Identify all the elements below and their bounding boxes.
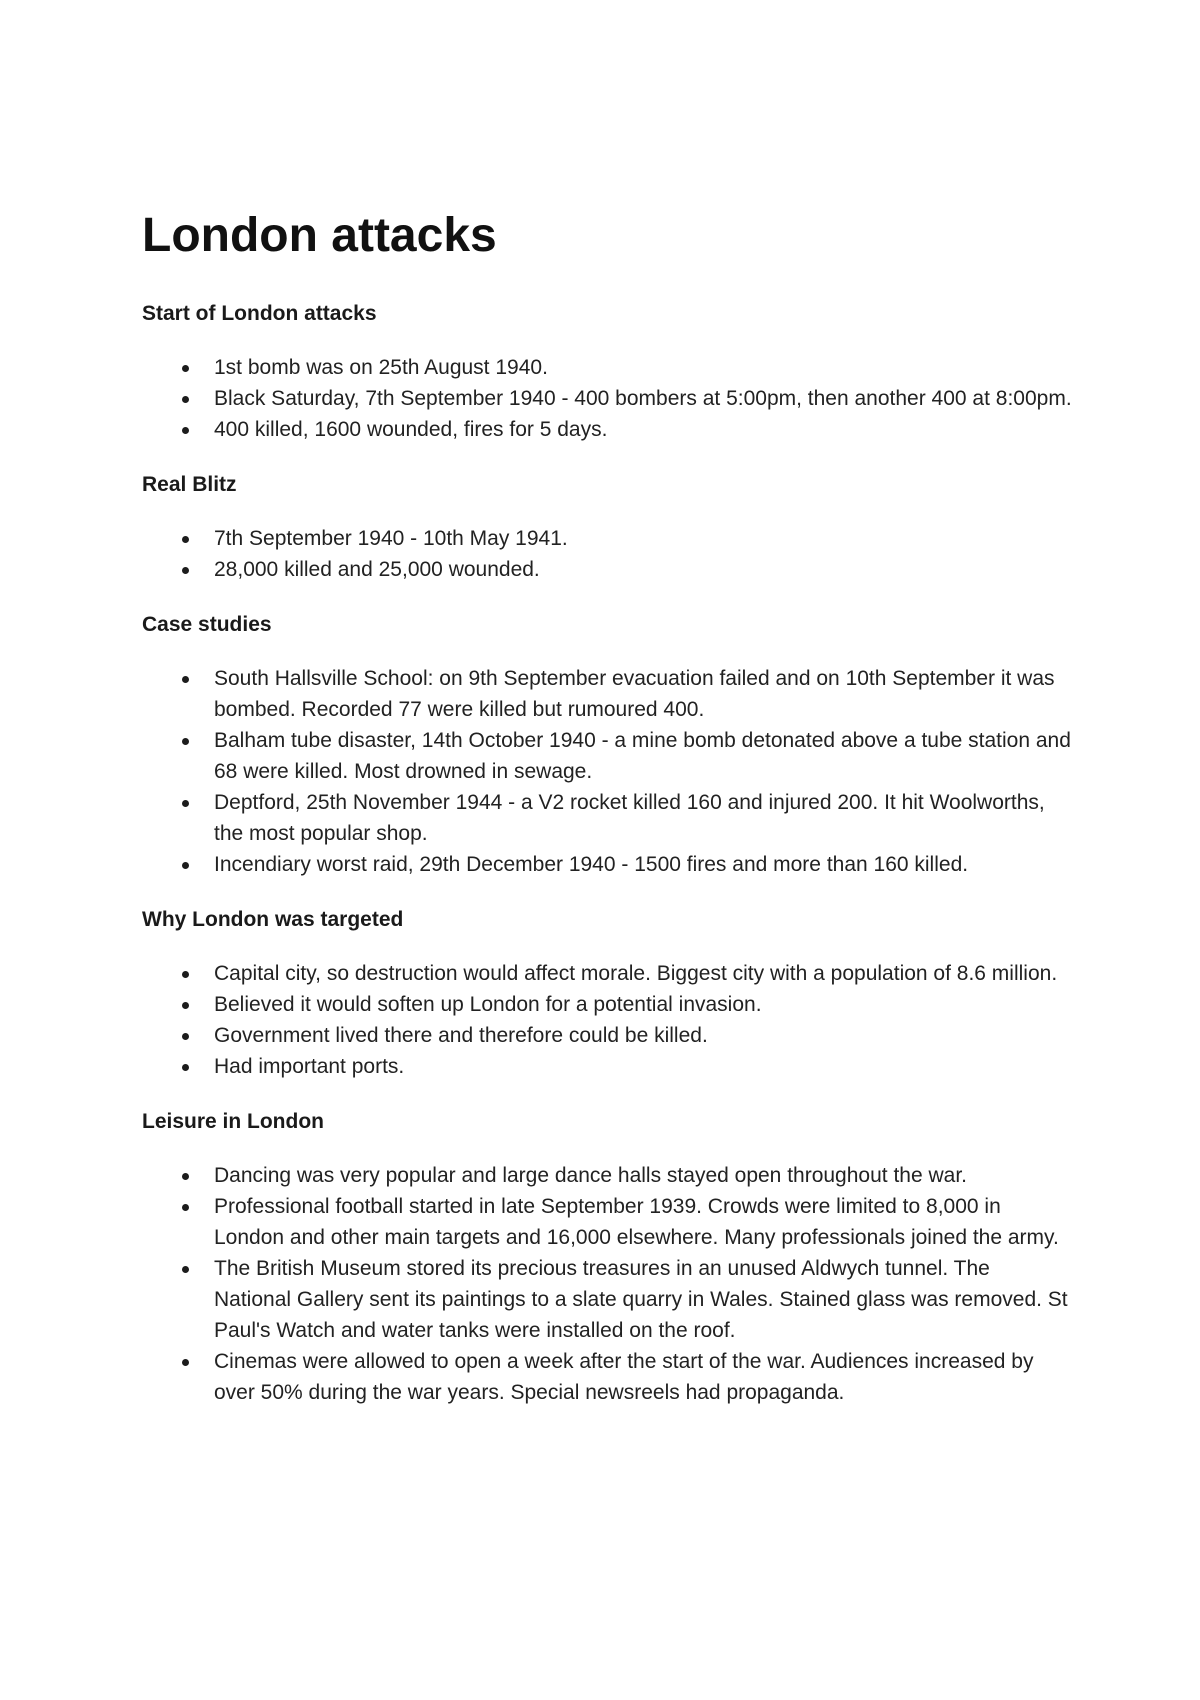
list-item-text: 1st bomb was on 25th August 1940. bbox=[214, 356, 548, 379]
bullet-icon bbox=[182, 1173, 189, 1180]
bullet-icon bbox=[182, 396, 189, 403]
section-heading: Leisure in London bbox=[142, 1110, 324, 1133]
list-item-text: South Hallsville School: on 9th September evacuation failed and on 10th September it was bombed. Recorded 77 were killed but rumoured 400. bbox=[214, 667, 1055, 721]
bullet-icon bbox=[182, 1359, 189, 1366]
list-item-text: Government lived there and therefore could be killed. bbox=[214, 1024, 708, 1047]
bullet-list bbox=[142, 523, 1072, 585]
bullet-icon bbox=[182, 862, 189, 869]
bullet-icon bbox=[182, 427, 189, 434]
list-item-text: Had important ports. bbox=[214, 1055, 405, 1078]
list-item-text: Cinemas were allowed to open a week after the start of the war. Audiences increased by over 50% during the war years. Special newsreels had propaganda. bbox=[214, 1350, 1034, 1404]
bullet-list bbox=[142, 1160, 1072, 1408]
list-item-text: The British Museum stored its precious treasures in an unused Aldwych tunnel. The National Gallery sent its paintings to a slate quarry in Wales. Stained glass was removed. St Paul's Watch and water tanks were installed on the roof. bbox=[214, 1257, 1068, 1342]
bullet-list bbox=[142, 352, 1072, 445]
section-case-studies bbox=[142, 611, 1072, 880]
bullet-icon bbox=[182, 1266, 189, 1273]
list-item-text: 28,000 killed and 25,000 wounded. bbox=[214, 558, 540, 581]
bullet-icon bbox=[182, 971, 189, 978]
list-item-text: Incendiary worst raid, 29th December 1940 - 1500 fires and more than 160 killed. bbox=[214, 853, 969, 876]
list-item bbox=[142, 1346, 1072, 1408]
list-item bbox=[142, 989, 1072, 1020]
list-item bbox=[142, 1191, 1072, 1253]
bullet-list bbox=[142, 958, 1072, 1082]
list-item bbox=[142, 383, 1072, 414]
bullet-icon bbox=[182, 800, 189, 807]
page-title: London attacks bbox=[142, 209, 497, 262]
section-heading: Why London was targeted bbox=[142, 908, 404, 931]
list-item-text: Capital city, so destruction would affect morale. Biggest city with a population of 8.6 million. bbox=[214, 962, 1058, 985]
list-item bbox=[142, 787, 1072, 849]
section-leisure-in-london bbox=[142, 1108, 1072, 1408]
list-item bbox=[142, 414, 1072, 445]
list-item-text: Balham tube disaster, 14th October 1940 - a mine bomb detonated above a tube station and 68 were killed. Most drowned in sewage. bbox=[214, 729, 1071, 783]
bullet-icon bbox=[182, 676, 189, 683]
list-item-text: Dancing was very popular and large dance halls stayed open throughout the war. bbox=[214, 1164, 967, 1187]
list-item bbox=[142, 1253, 1072, 1346]
bullet-icon bbox=[182, 1002, 189, 1009]
list-item-text: 400 killed, 1600 wounded, fires for 5 days. bbox=[214, 418, 608, 441]
list-item-text: 7th September 1940 - 10th May 1941. bbox=[214, 527, 568, 550]
document-page bbox=[142, 208, 1072, 1434]
bullet-icon bbox=[182, 567, 189, 574]
list-item bbox=[142, 1020, 1072, 1051]
list-item bbox=[142, 958, 1072, 989]
bullet-icon bbox=[182, 536, 189, 543]
list-item bbox=[142, 352, 1072, 383]
bullet-list bbox=[142, 663, 1072, 880]
bullet-icon bbox=[182, 1033, 189, 1040]
section-heading: Real Blitz bbox=[142, 473, 237, 496]
list-item-text: Black Saturday, 7th September 1940 - 400 bombers at 5:00pm, then another 400 at 8:00pm. bbox=[214, 387, 1072, 410]
section-heading: Case studies bbox=[142, 613, 272, 636]
list-item-text: Professional football started in late September 1939. Crowds were limited to 8,000 in London and other main targets and 16,000 elsewhere. Many professionals joined the army. bbox=[214, 1195, 1059, 1249]
bullet-icon bbox=[182, 365, 189, 372]
list-item bbox=[142, 1051, 1072, 1082]
section-why-london-was-targeted bbox=[142, 906, 1072, 1082]
bullet-icon bbox=[182, 738, 189, 745]
section-real-blitz bbox=[142, 471, 1072, 585]
list-item bbox=[142, 725, 1072, 787]
list-item bbox=[142, 523, 1072, 554]
bullet-icon bbox=[182, 1204, 189, 1211]
list-item bbox=[142, 663, 1072, 725]
list-item bbox=[142, 849, 1072, 880]
list-item bbox=[142, 554, 1072, 585]
section-heading: Start of London attacks bbox=[142, 302, 377, 325]
list-item-text: Deptford, 25th November 1944 - a V2 rocket killed 160 and injured 200. It hit Woolworths, the most popular shop. bbox=[214, 791, 1045, 845]
list-item-text: Believed it would soften up London for a potential invasion. bbox=[214, 993, 762, 1016]
list-item bbox=[142, 1160, 1072, 1191]
bullet-icon bbox=[182, 1064, 189, 1071]
section-start-of-london-attacks bbox=[142, 300, 1072, 445]
